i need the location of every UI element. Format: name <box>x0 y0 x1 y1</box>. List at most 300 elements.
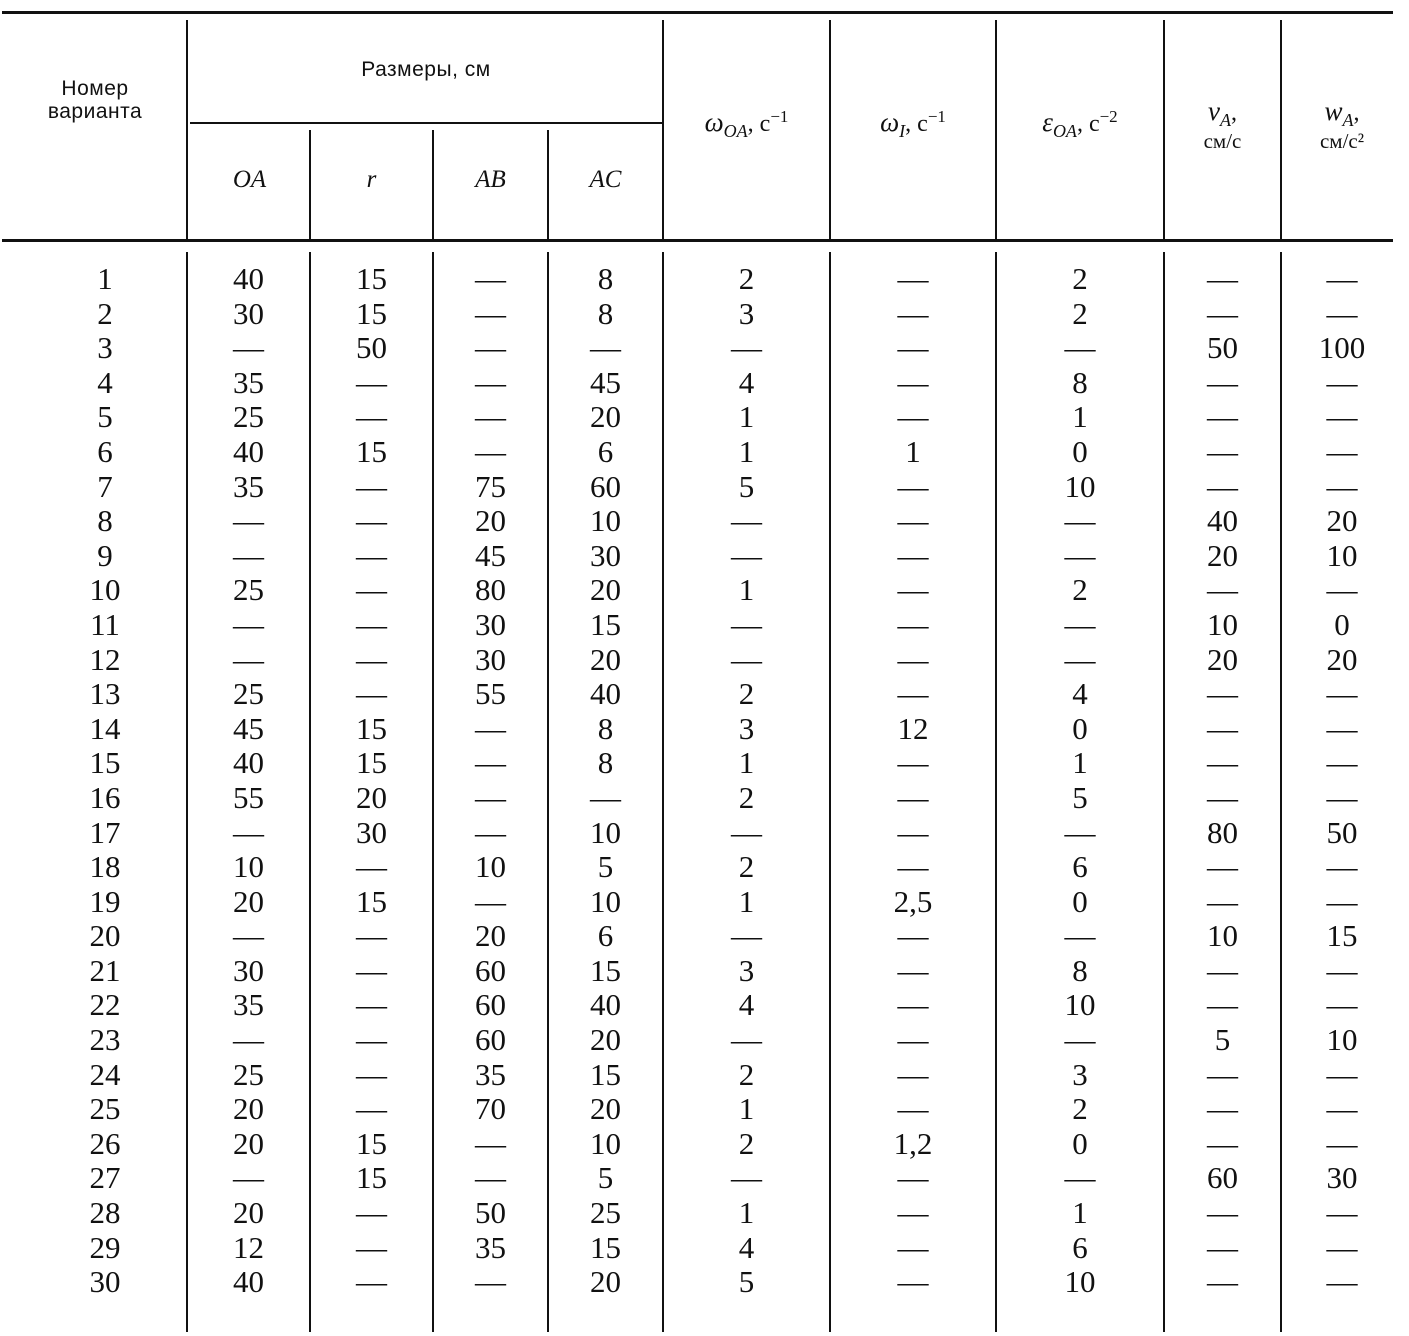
cell-ac: 40 <box>590 987 621 1023</box>
eps-oa-exponent: −2 <box>1099 107 1118 127</box>
table-body <box>0 262 1409 1300</box>
cell-ab: 10 <box>475 849 506 885</box>
cell-oa: 25 <box>233 399 264 435</box>
cell-ac: 20 <box>590 641 621 677</box>
cell-oa: — <box>233 1160 264 1196</box>
cell-va: — <box>1207 1195 1238 1231</box>
cell-omega-i: — <box>897 572 929 608</box>
cell-omega-oa: 2 <box>738 779 755 815</box>
table-row <box>0 1092 1409 1127</box>
cell-omega-i: — <box>897 849 929 885</box>
cell-omega-oa: 2 <box>738 849 755 885</box>
cell-va: 5 <box>1214 1022 1231 1058</box>
omega-oa-subscript: OA <box>723 121 748 141</box>
cell-r: 15 <box>356 295 387 331</box>
table-row <box>0 1231 1409 1266</box>
header-sizes-group <box>190 50 662 90</box>
cell-oa: 20 <box>233 883 264 919</box>
cell-wa: — <box>1326 1195 1358 1231</box>
cell-ab: — <box>475 1160 506 1196</box>
cell-eps-oa: 0 <box>1072 710 1088 746</box>
cell-variant: 7 <box>97 468 113 504</box>
cell-omega-i: — <box>897 918 929 954</box>
cell-omega-i: — <box>897 1022 929 1058</box>
cell-r: — <box>356 606 387 642</box>
cell-r: — <box>356 1091 387 1127</box>
cell-omega-i: — <box>897 641 929 677</box>
cell-ab: — <box>475 364 506 400</box>
cell-variant: 23 <box>89 1022 121 1058</box>
cell-va: — <box>1207 364 1238 400</box>
cell-eps-oa: — <box>1064 606 1096 642</box>
cell-omega-oa: 2 <box>738 261 755 296</box>
cell-oa: 55 <box>233 779 264 815</box>
wa-symbol: w <box>1324 95 1343 126</box>
cell-eps-oa: 1 <box>1072 1195 1088 1231</box>
header-sizes-group-text: Размеры, см <box>361 58 491 82</box>
cell-r: 15 <box>356 883 387 919</box>
eps-oa-subscript: OA <box>1052 121 1077 141</box>
cell-omega-i: — <box>897 330 929 366</box>
cell-omega-i: — <box>897 1195 929 1231</box>
cell-oa: — <box>233 503 264 539</box>
cell-omega-oa: 2 <box>738 1125 755 1161</box>
cell-wa: — <box>1326 849 1358 885</box>
cell-va: — <box>1207 572 1238 608</box>
cell-ab: — <box>475 779 506 815</box>
cell-omega-oa: — <box>731 1022 762 1058</box>
cell-va: — <box>1207 433 1238 469</box>
cell-ab: 45 <box>475 537 506 573</box>
header-variant-number-text: Номер варианта <box>47 76 143 123</box>
eps-oa-unit: , с <box>1076 111 1100 138</box>
header-omega-i <box>831 95 995 155</box>
cell-oa: 40 <box>233 261 264 296</box>
cell-ac: 20 <box>590 1091 621 1127</box>
cell-r: — <box>356 1022 387 1058</box>
wa-unit: см/с² <box>1319 129 1365 154</box>
cell-variant: 3 <box>97 330 113 366</box>
cell-ac: 10 <box>590 814 621 850</box>
cell-va: — <box>1207 295 1238 331</box>
cell-va: — <box>1207 745 1238 781</box>
cell-ab: — <box>475 261 506 296</box>
cell-ab: — <box>475 330 506 366</box>
cell-omega-oa: — <box>731 918 762 954</box>
cell-omega-i: 2,5 <box>893 883 933 919</box>
cell-eps-oa: 5 <box>1072 779 1088 815</box>
cell-wa: — <box>1326 1125 1358 1161</box>
col-divider <box>186 20 188 239</box>
cell-va: — <box>1207 1091 1238 1127</box>
cell-ab: 80 <box>475 572 506 608</box>
cell-ac: — <box>590 330 621 366</box>
cell-wa: — <box>1326 364 1358 400</box>
cell-va: 60 <box>1207 1160 1238 1196</box>
cell-wa: — <box>1326 261 1358 296</box>
cell-omega-i: — <box>897 779 929 815</box>
cell-variant: 18 <box>89 849 121 885</box>
cell-oa: 12 <box>233 1229 264 1265</box>
cell-omega-oa: — <box>731 537 762 573</box>
cell-wa: — <box>1326 987 1358 1023</box>
cell-eps-oa: 10 <box>1064 468 1096 504</box>
cell-ab: — <box>475 814 506 850</box>
cell-omega-oa: 1 <box>738 572 755 608</box>
cell-r: — <box>356 1056 387 1092</box>
table-row <box>0 539 1409 574</box>
cell-variant: 12 <box>89 641 121 677</box>
cell-ab: — <box>475 399 506 435</box>
cell-variant: 25 <box>89 1091 121 1127</box>
cell-va: 40 <box>1207 503 1238 539</box>
cell-ab: 60 <box>475 1022 506 1058</box>
cell-omega-oa: 1 <box>738 745 755 781</box>
cell-omega-i: — <box>897 537 929 573</box>
top-rule <box>2 11 1393 14</box>
header-ab-text: AB <box>475 166 506 194</box>
cell-ac: 5 <box>597 849 614 885</box>
cell-oa: 25 <box>233 572 264 608</box>
cell-wa: — <box>1326 572 1358 608</box>
cell-oa: — <box>233 1022 264 1058</box>
va-unit: см/с <box>1203 129 1242 154</box>
wa-subscript: A <box>1342 109 1354 130</box>
table-row <box>0 1161 1409 1196</box>
cell-variant: 17 <box>89 814 121 850</box>
cell-ab: 35 <box>475 1229 506 1265</box>
cell-va: — <box>1207 1056 1238 1092</box>
cell-r: 15 <box>356 710 387 746</box>
cell-variant: 8 <box>97 503 113 539</box>
cell-omega-i: — <box>897 676 929 712</box>
cell-va: — <box>1207 883 1238 919</box>
cell-ab: — <box>475 710 506 746</box>
header-ab <box>434 150 547 210</box>
cell-omega-i: — <box>897 987 929 1023</box>
table-row <box>0 1023 1409 1058</box>
omega-oa-unit: , с <box>747 111 771 138</box>
cell-omega-i: — <box>897 1091 929 1127</box>
cell-eps-oa: 2 <box>1072 572 1088 608</box>
cell-ac: 30 <box>590 537 621 573</box>
cell-va: — <box>1207 710 1238 746</box>
table-row <box>0 1058 1409 1093</box>
cell-omega-oa: 1 <box>738 433 755 469</box>
table-row <box>0 470 1409 505</box>
cell-oa: — <box>233 641 264 677</box>
cell-variant: 28 <box>89 1195 121 1231</box>
cell-wa: — <box>1326 399 1358 435</box>
cell-omega-i: 1,2 <box>893 1125 933 1161</box>
cell-ab: — <box>475 433 506 469</box>
cell-ac: 20 <box>590 1264 621 1300</box>
cell-omega-oa: — <box>731 641 762 677</box>
cell-omega-oa: 1 <box>738 399 755 435</box>
table-row <box>0 608 1409 643</box>
omega-i-exponent: −1 <box>927 107 946 127</box>
table-row <box>0 366 1409 401</box>
cell-eps-oa: — <box>1064 503 1096 539</box>
cell-eps-oa: — <box>1064 641 1096 677</box>
cell-va: 10 <box>1207 606 1238 642</box>
cell-eps-oa: 3 <box>1072 1056 1088 1092</box>
cell-omega-oa: 1 <box>738 1195 755 1231</box>
table-row <box>0 1196 1409 1231</box>
cell-wa: — <box>1326 676 1358 712</box>
cell-ab: — <box>475 1125 506 1161</box>
cell-ac: 20 <box>590 399 621 435</box>
cell-omega-i: — <box>897 814 929 850</box>
cell-r: — <box>356 987 387 1023</box>
cell-oa: — <box>233 606 264 642</box>
cell-ab: 20 <box>475 918 506 954</box>
cell-omega-i: — <box>897 364 929 400</box>
omega-oa-symbol: ω <box>704 107 724 138</box>
cell-va: 20 <box>1207 537 1238 573</box>
cell-va: — <box>1207 952 1238 988</box>
cell-omega-i: — <box>897 745 929 781</box>
cell-variant: 21 <box>89 952 121 988</box>
cell-omega-oa: — <box>731 1160 762 1196</box>
cell-wa: 10 <box>1326 1022 1358 1058</box>
cell-variant: 19 <box>89 883 121 919</box>
cell-va: 80 <box>1207 814 1238 850</box>
cell-wa: — <box>1326 468 1358 504</box>
cell-ac: 40 <box>590 676 621 712</box>
cell-omega-oa: 2 <box>738 676 755 712</box>
table-row <box>0 919 1409 954</box>
cell-wa: — <box>1326 1091 1358 1127</box>
cell-r: — <box>356 572 387 608</box>
cell-r: 15 <box>356 1160 387 1196</box>
cell-variant: 14 <box>89 710 121 746</box>
cell-ac: — <box>590 779 621 815</box>
cell-r: — <box>356 399 387 435</box>
cell-eps-oa: 2 <box>1072 295 1088 331</box>
cell-r: 50 <box>356 330 387 366</box>
cell-oa: 40 <box>233 1264 264 1300</box>
cell-eps-oa: — <box>1064 1160 1096 1196</box>
cell-oa: 40 <box>233 745 264 781</box>
cell-omega-oa: 3 <box>738 710 755 746</box>
table-row <box>0 850 1409 885</box>
cell-r: — <box>356 1264 387 1300</box>
cell-r: — <box>356 641 387 677</box>
cell-eps-oa: 2 <box>1072 1091 1088 1127</box>
table-row <box>0 297 1409 332</box>
cell-ab: 50 <box>475 1195 506 1231</box>
cell-ac: 15 <box>590 606 621 642</box>
cell-wa: — <box>1326 433 1358 469</box>
cell-variant: 30 <box>89 1264 121 1300</box>
table-row <box>0 746 1409 781</box>
cell-r: 15 <box>356 1125 387 1161</box>
cell-oa: 20 <box>233 1125 264 1161</box>
omega-oa-exponent: −1 <box>770 107 789 127</box>
cell-variant: 4 <box>97 364 113 400</box>
cell-eps-oa: 6 <box>1072 1229 1088 1265</box>
cell-eps-oa: 0 <box>1072 883 1088 919</box>
cell-ac: 8 <box>597 710 614 746</box>
cell-omega-i: — <box>897 606 929 642</box>
cell-r: — <box>356 849 387 885</box>
cell-eps-oa: 10 <box>1064 1264 1096 1300</box>
cell-ab: 30 <box>475 606 506 642</box>
cell-variant: 26 <box>89 1125 121 1161</box>
cell-eps-oa: — <box>1064 1022 1096 1058</box>
cell-wa: 0 <box>1334 606 1350 642</box>
cell-ac: 45 <box>590 364 621 400</box>
cell-omega-i: — <box>897 399 929 435</box>
cell-oa: — <box>233 918 264 954</box>
cell-variant: 22 <box>89 987 121 1023</box>
cell-variant: 1 <box>97 261 113 296</box>
cell-wa: 15 <box>1326 918 1358 954</box>
va-subscript: A <box>1219 109 1231 130</box>
header-eps-oa <box>997 95 1163 155</box>
table-row <box>0 988 1409 1023</box>
cell-omega-oa: 4 <box>738 364 755 400</box>
cell-oa: 35 <box>233 468 264 504</box>
cell-eps-oa: 4 <box>1072 676 1088 712</box>
cell-r: — <box>356 537 387 573</box>
cell-wa: 10 <box>1326 537 1358 573</box>
omega-i-unit: , с <box>905 111 928 138</box>
cell-ab: — <box>475 745 506 781</box>
cell-eps-oa: 1 <box>1072 399 1088 435</box>
cell-va: 20 <box>1207 641 1238 677</box>
header-va: $v_A$, см/с <box>1203 95 1242 154</box>
cell-va: — <box>1207 1229 1238 1265</box>
cell-omega-oa: 1 <box>738 883 755 919</box>
cell-va: — <box>1207 1125 1238 1161</box>
header-r-text: r <box>366 166 377 194</box>
header-omega-oa <box>664 95 829 155</box>
table-row <box>0 677 1409 712</box>
cell-eps-oa: 8 <box>1072 364 1088 400</box>
cell-r: — <box>356 468 387 504</box>
cell-ac: 10 <box>590 503 621 539</box>
cell-eps-oa: 2 <box>1072 261 1088 296</box>
cell-omega-i: — <box>897 295 929 331</box>
cell-variant: 2 <box>97 295 113 331</box>
header-variant-number <box>30 70 160 130</box>
header-ac <box>549 150 662 210</box>
sizes-group-rule <box>190 122 663 124</box>
cell-va: — <box>1207 261 1238 296</box>
cell-wa: — <box>1326 883 1358 919</box>
cell-eps-oa: 1 <box>1072 745 1088 781</box>
cell-wa: 20 <box>1326 503 1358 539</box>
table-row <box>0 435 1409 470</box>
cell-eps-oa: — <box>1064 814 1096 850</box>
cell-r: 15 <box>356 261 387 296</box>
table-row <box>0 1265 1409 1300</box>
cell-oa: 20 <box>233 1195 264 1231</box>
cell-omega-i: — <box>897 1160 929 1196</box>
header-oa-text: OA <box>232 166 267 194</box>
cell-omega-oa: 3 <box>738 952 755 988</box>
cell-oa: 30 <box>233 952 264 988</box>
cell-ab: 60 <box>475 987 506 1023</box>
cell-ab: 75 <box>475 468 506 504</box>
cell-omega-oa: 4 <box>738 1229 755 1265</box>
va-symbol: v <box>1208 95 1220 126</box>
cell-ab: 30 <box>475 641 506 677</box>
cell-omega-oa: 1 <box>738 1091 755 1127</box>
cell-wa: — <box>1326 745 1358 781</box>
cell-omega-oa: — <box>731 814 762 850</box>
cell-r: — <box>356 503 387 539</box>
cell-ac: 5 <box>597 1160 614 1196</box>
cell-r: — <box>356 1229 387 1265</box>
cell-r: 15 <box>356 745 387 781</box>
cell-oa: 25 <box>233 676 264 712</box>
cell-ab: 35 <box>475 1056 506 1092</box>
cell-wa: — <box>1326 710 1358 746</box>
cell-va: — <box>1207 779 1238 815</box>
cell-oa: 25 <box>233 1056 264 1092</box>
cell-r: — <box>356 676 387 712</box>
cell-variant: 6 <box>97 433 113 469</box>
header-bottom-rule <box>2 239 1393 242</box>
cell-va: — <box>1207 676 1238 712</box>
cell-variant: 27 <box>89 1160 121 1196</box>
header-r <box>311 150 432 210</box>
cell-wa: 50 <box>1326 814 1358 850</box>
cell-eps-oa: 10 <box>1064 987 1096 1023</box>
cell-omega-oa: 4 <box>738 987 755 1023</box>
cell-omega-i: 12 <box>897 710 929 746</box>
cell-ab: — <box>475 1264 506 1300</box>
cell-omega-i: 1 <box>905 433 921 469</box>
cell-omega-i: — <box>897 1229 929 1265</box>
cell-oa: 10 <box>233 849 264 885</box>
table-row <box>0 781 1409 816</box>
cell-r: 20 <box>356 779 387 815</box>
cell-r: — <box>356 1195 387 1231</box>
cell-ac: 15 <box>590 1229 621 1265</box>
cell-omega-oa: 2 <box>738 1056 755 1092</box>
cell-omega-i: — <box>897 1264 929 1300</box>
cell-wa: — <box>1326 1056 1358 1092</box>
cell-va: — <box>1207 399 1238 435</box>
cell-wa: — <box>1326 952 1358 988</box>
cell-variant: 20 <box>89 918 121 954</box>
cell-variant: 11 <box>90 606 120 642</box>
cell-eps-oa: — <box>1064 918 1096 954</box>
cell-ac: 6 <box>597 433 614 469</box>
cell-ab: 20 <box>475 503 506 539</box>
cell-variant: 24 <box>89 1056 121 1092</box>
cell-va: 50 <box>1207 330 1238 366</box>
cell-variant: 15 <box>89 745 121 781</box>
cell-ac: 8 <box>597 261 614 296</box>
eps-oa-symbol: ε <box>1042 107 1053 138</box>
cell-omega-oa: 5 <box>738 468 755 504</box>
cell-r: 30 <box>356 814 387 850</box>
cell-wa: — <box>1326 1264 1358 1300</box>
header-ac-text: AC <box>589 166 622 194</box>
cell-omega-i: — <box>897 1056 929 1092</box>
table-row <box>0 712 1409 747</box>
table-row <box>0 954 1409 989</box>
cell-ab: 55 <box>475 676 506 712</box>
cell-r: — <box>356 364 387 400</box>
cell-ac: 10 <box>590 883 621 919</box>
cell-ab: 60 <box>475 952 506 988</box>
